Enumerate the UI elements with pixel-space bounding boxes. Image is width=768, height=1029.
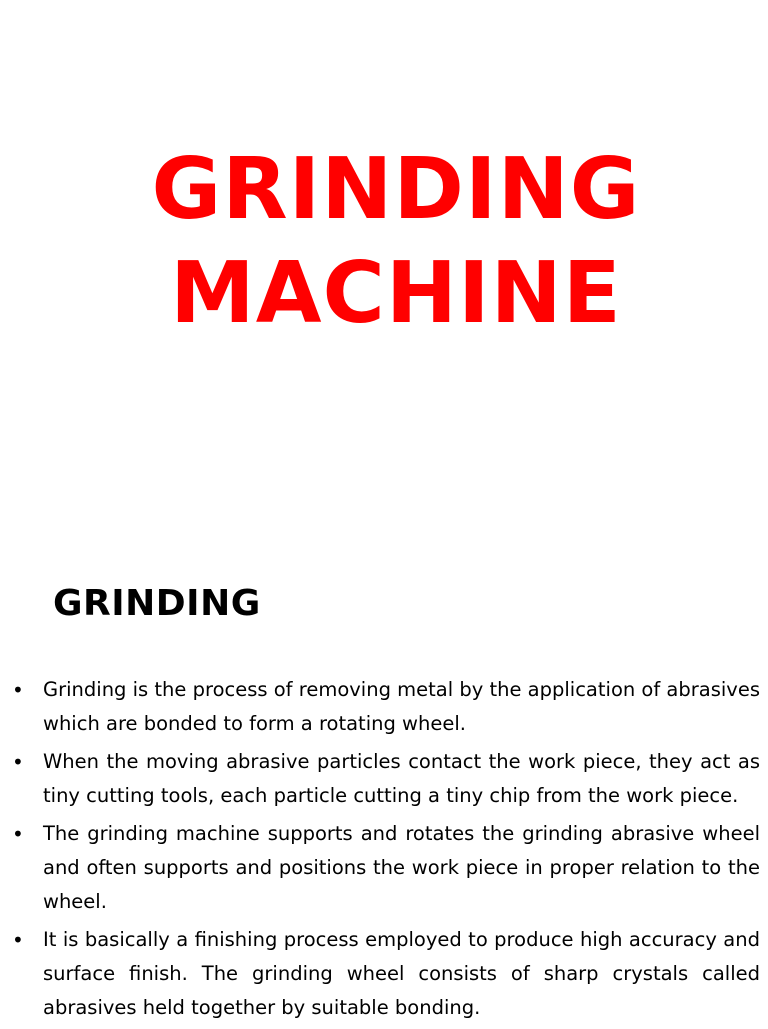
slide-title-line-2: MACHINE xyxy=(170,244,622,343)
bullet-item xyxy=(0,923,768,1025)
bullet-marker: • xyxy=(12,678,24,702)
bullet-item xyxy=(0,745,768,813)
bullet-text: Grinding is the process of removing metal by the application of abrasives which are bonded to form a rotating wheel. xyxy=(43,678,760,735)
bullet-marker: • xyxy=(12,822,24,846)
bullet-text: It is basically a finishing process employed to produce high accuracy and surface finish. The grinding wheel consists of sharp crystals called abrasives held together by suitable bonding. xyxy=(43,928,760,1019)
bullet-text: The grinding machine supports and rotates the grinding abrasive wheel and often supports and positions the work piece in proper relation to the wheel. xyxy=(43,822,760,913)
bullet-item xyxy=(0,673,768,741)
bullet-marker: • xyxy=(12,928,24,952)
bullet-list xyxy=(0,673,768,1029)
bullet-marker: • xyxy=(12,750,24,774)
slide-title xyxy=(0,138,768,346)
slide-title-line-1: GRINDING xyxy=(151,140,641,239)
bullet-text: When the moving abrasive particles contact the work piece, they act as tiny cutting tools, each particle cutting a tiny chip from the work piece. xyxy=(43,750,760,807)
section-heading: GRINDING xyxy=(53,583,261,624)
bullet-item xyxy=(0,817,768,919)
